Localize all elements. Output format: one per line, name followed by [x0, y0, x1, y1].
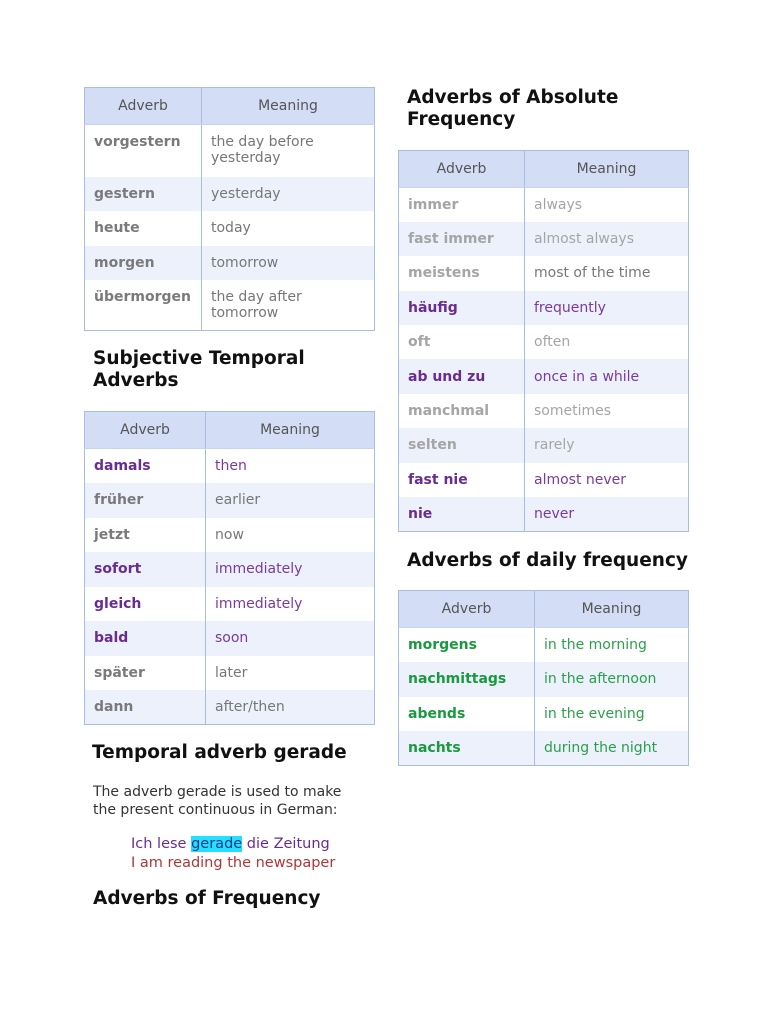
meaning-cell: often [525, 325, 689, 359]
adverb-cell: nachts [399, 731, 535, 766]
table-row [85, 587, 375, 622]
meaning-cell: in the afternoon [535, 662, 689, 697]
adverb-cell: fast nie [399, 463, 525, 497]
table-row [85, 690, 375, 725]
adverb-cell: meistens [399, 256, 525, 290]
adverb-cell: damals [85, 449, 206, 484]
table-row [85, 280, 375, 331]
table-row [85, 246, 375, 280]
table-row [399, 428, 689, 462]
table-row [85, 552, 375, 587]
adverb-cell: nachmittags [399, 662, 535, 697]
meaning-cell: rarely [525, 428, 689, 462]
adverb-cell: häufig [399, 291, 525, 325]
adverb-cell: gleich [85, 587, 206, 622]
meaning-header: Meaning [202, 88, 375, 125]
table-header-row [85, 412, 375, 449]
example-before: Ich lese [131, 836, 192, 852]
meaning-header: Meaning [525, 151, 689, 188]
table-row [85, 518, 375, 553]
adverb-cell: oft [399, 325, 525, 359]
adverb-cell: immer [399, 188, 525, 222]
table-row [85, 621, 375, 656]
adverb-cell: ab und zu [399, 359, 525, 393]
meaning-cell: in the evening [535, 697, 689, 732]
meaning-cell: yesterday [202, 177, 375, 211]
subjective-adverbs-table [84, 411, 375, 725]
meaning-cell: almost never [525, 463, 689, 497]
table-row [399, 697, 689, 732]
table-row [85, 656, 375, 691]
adverb-cell: früher [85, 483, 206, 518]
temporal-adverbs-table [84, 87, 375, 331]
adverb-cell: morgen [85, 246, 202, 280]
meaning-cell: during the night [535, 731, 689, 766]
adverb-cell: morgens [399, 628, 535, 663]
meaning-cell: always [525, 188, 689, 222]
meaning-cell: sometimes [525, 394, 689, 428]
adverb-cell: manchmal [399, 394, 525, 428]
example-after: die Zeitung [242, 836, 330, 852]
adverb-cell: abends [399, 697, 535, 732]
meaning-cell: soon [206, 621, 375, 656]
adverb-cell: fast immer [399, 222, 525, 256]
meaning-cell: tomorrow [202, 246, 375, 280]
meaning-cell: immediately [206, 587, 375, 622]
table-header-row [85, 88, 375, 125]
table-row [85, 483, 375, 518]
adverb-header: Adverb [85, 412, 206, 449]
gerade-description: The adverb gerade is used to make the present continuous in German: [93, 784, 342, 818]
example-sentence [131, 836, 330, 852]
meaning-cell: then [206, 449, 375, 484]
adverb-cell: bald [85, 621, 206, 656]
absolute-frequency-table [398, 150, 689, 532]
table-row [399, 628, 689, 663]
table-row [399, 394, 689, 428]
table-header-row [399, 591, 689, 628]
adverb-cell: vorgestern [85, 125, 202, 177]
table-row [399, 188, 689, 222]
meaning-cell: once in a while [525, 359, 689, 393]
meaning-cell: earlier [206, 483, 375, 518]
table-row [399, 325, 689, 359]
meaning-cell: now [206, 518, 375, 553]
meaning-cell: immediately [206, 552, 375, 587]
adverb-cell: selten [399, 428, 525, 462]
meaning-cell: the day before yesterday [202, 125, 375, 177]
table-row [399, 662, 689, 697]
adverb-cell: jetzt [85, 518, 206, 553]
daily-frequency-title: Adverbs of daily frequency [407, 550, 688, 571]
adverb-header: Adverb [399, 591, 535, 628]
meaning-cell: after/then [206, 690, 375, 725]
adverb-header: Adverb [85, 88, 202, 125]
adverb-cell: sofort [85, 552, 206, 587]
table-row [399, 222, 689, 256]
example-translation: I am reading the newspaper [131, 855, 336, 871]
gerade-title: Temporal adverb gerade [92, 742, 347, 763]
example-highlight: gerade [191, 836, 243, 852]
table-row [399, 256, 689, 290]
meaning-cell: today [202, 211, 375, 246]
meaning-header: Meaning [206, 412, 375, 449]
adverb-cell: übermorgen [85, 280, 202, 331]
frequency-title: Adverbs of Frequency [93, 888, 321, 909]
table-row [399, 497, 689, 531]
table-row [399, 359, 689, 393]
meaning-cell: later [206, 656, 375, 691]
meaning-cell: in the morning [535, 628, 689, 663]
meaning-header: Meaning [535, 591, 689, 628]
subjective-temporal-title: Subjective Temporal Adverbs [93, 348, 305, 391]
table-row [399, 463, 689, 497]
table-header-row [399, 151, 689, 188]
meaning-cell: most of the time [525, 256, 689, 290]
table-row [85, 125, 375, 177]
table-row [85, 211, 375, 246]
meaning-cell: frequently [525, 291, 689, 325]
adverb-header: Adverb [399, 151, 525, 188]
table-row [399, 291, 689, 325]
table-row [399, 731, 689, 766]
adverb-cell: dann [85, 690, 206, 725]
table-row [85, 449, 375, 484]
daily-frequency-table [398, 590, 689, 766]
meaning-cell: the day after tomorrow [202, 280, 375, 331]
adverb-cell: nie [399, 497, 525, 531]
absolute-frequency-title: Adverbs of Absolute Frequency [407, 87, 619, 130]
adverb-cell: später [85, 656, 206, 691]
adverb-cell: gestern [85, 177, 202, 211]
table-row [85, 177, 375, 211]
meaning-cell: almost always [525, 222, 689, 256]
adverb-cell: heute [85, 211, 202, 246]
meaning-cell: never [525, 497, 689, 531]
